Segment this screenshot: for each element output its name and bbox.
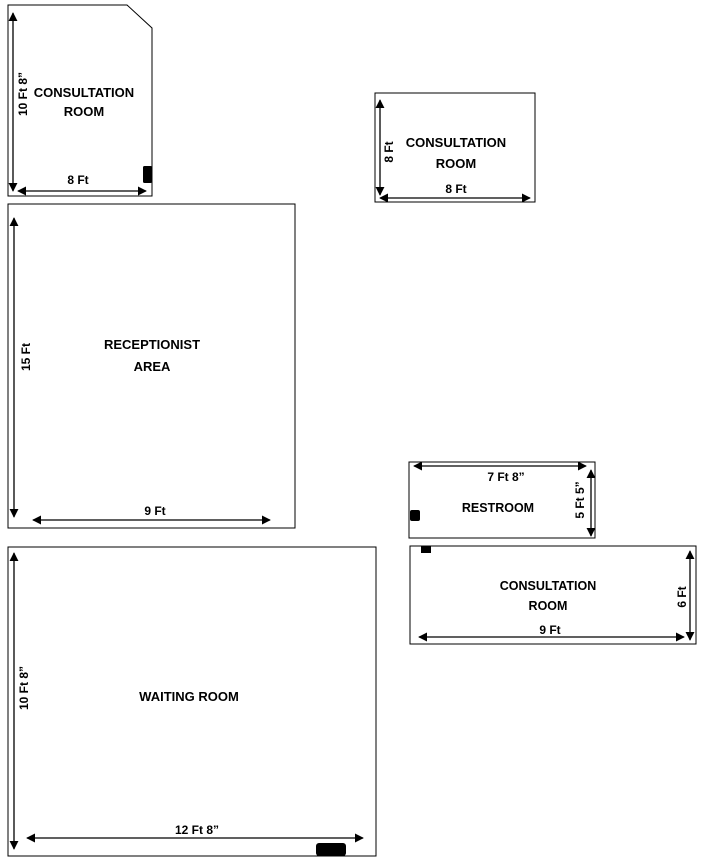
room-consultation-2-name-line2: ROOM [435,156,477,171]
room-consultation-1-name-line1: CONSULTATION [33,85,135,100]
room-restroom-width-label: 7 Ft 8” [487,470,525,484]
room-consultation-3-name-line1: CONSULTATION [499,579,597,593]
room-consultation-3[interactable] [410,546,696,644]
room-consultation-1-height-label: 10 Ft 8” [16,71,30,117]
door-marker [421,546,431,553]
room-receptionist-area-name-line2: AREA [133,359,171,374]
room-consultation-2[interactable] [375,93,535,202]
room-waiting-room-height-label: 10 Ft 8” [17,665,31,711]
room-restroom-height-label: 5 Ft 5” [573,481,587,519]
room-consultation-3-name-line2: ROOM [528,599,568,613]
room-consultation-3-width-label: 9 Ft [539,623,561,637]
room-consultation-2-width-label: 8 Ft [445,182,467,196]
room-receptionist-area-name-line1: RECEPTIONIST [103,337,201,352]
room-restroom[interactable] [409,462,595,538]
room-restroom-name: RESTROOM [461,501,535,515]
room-waiting-room[interactable] [8,547,376,856]
room-consultation-2-height-label: 8 Ft [382,141,396,163]
room-receptionist-area-width-label: 9 Ft [144,504,166,518]
door-marker [316,843,346,856]
room-consultation-1[interactable] [8,5,152,196]
door-marker [143,166,152,183]
room-waiting-room-width-label: 12 Ft 8” [174,823,220,837]
door-marker [410,510,420,521]
room-consultation-3-height-label: 6 Ft [675,586,689,608]
room-consultation-1-width-label: 8 Ft [67,173,89,187]
room-consultation-2-name-line1: CONSULTATION [405,135,507,150]
room-receptionist-area-height-label: 15 Ft [19,342,33,372]
room-consultation-1-name-line2: ROOM [63,104,105,119]
room-receptionist-area[interactable] [8,204,295,528]
room-waiting-room-name: WAITING ROOM [139,689,239,704]
